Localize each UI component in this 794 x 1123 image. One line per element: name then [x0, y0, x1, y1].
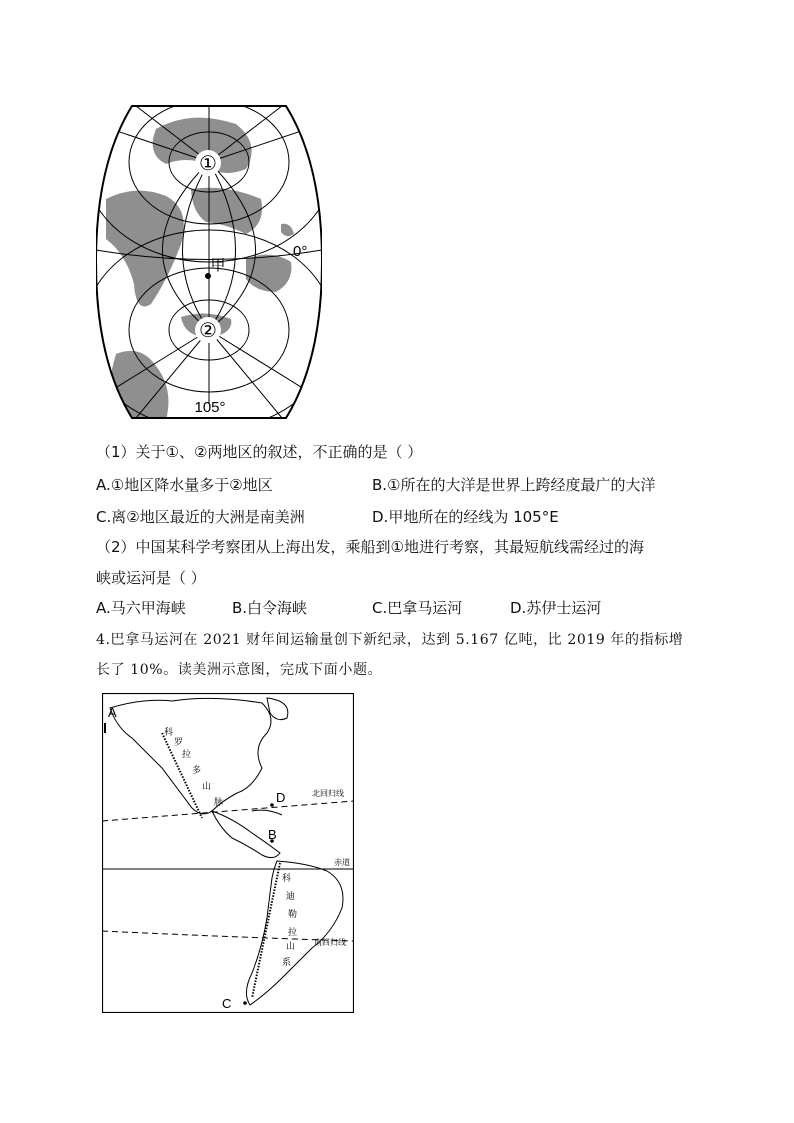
andes-char-5: 山 [286, 941, 296, 951]
map1-label-jia: 甲 [210, 257, 226, 274]
rocky-mountains-char-5: 山 [202, 781, 212, 791]
q2-stem-line1: （2）中国某科学考察团从上海出发，乘船到①地进行考察，其最短航线需经过的海 [96, 538, 644, 556]
map1-label-2: ② [199, 320, 217, 342]
map1-label-meridian: 105° [194, 399, 226, 416]
andes-char-4: 拉 [288, 927, 298, 937]
q4-intro-line2: 长了 10%。读美洲示意图，完成下面小题。 [96, 662, 383, 678]
rocky-mountains-char-3: 拉 [182, 749, 192, 759]
q4-intro-line1: 4.巴拿马运河在 2021 财年间运输量创下新纪录，达到 5.167 亿吨，比 2019 年的指标增 [96, 632, 684, 648]
rocky-mountains-char-1: 科 [164, 727, 174, 737]
map2-label-c: C [222, 996, 232, 1011]
map2-label-tropic-south: 南回归线 [314, 938, 346, 947]
polar-projection-map [96, 104, 322, 420]
andes-char-3: 勒 [288, 909, 298, 919]
q1-option-c: C.离②地区最近的大洲是南美洲 [96, 508, 305, 526]
andes-char-1: 科 [282, 873, 292, 883]
map2-label-equator: 赤道 [334, 858, 350, 867]
q1-option-b: B.①所在的大洋是世界上跨经度最广的大洋 [372, 476, 656, 494]
q2-option-b: B.白令海峡 [232, 599, 308, 617]
q2-stem-line2: 峡或运河是（ ） [96, 569, 206, 587]
map2-label-d: D [276, 790, 286, 805]
andes-char-2: 迪 [286, 891, 296, 901]
map2-label-a: A [108, 705, 117, 720]
map1-label-1: ① [199, 153, 217, 175]
americas-map [102, 693, 354, 1013]
q1-stem: （1）关于①、②两地区的叙述，不正确的是（ ） [96, 443, 423, 461]
andes-char-6: 系 [282, 957, 292, 967]
q2-option-d: D.苏伊士运河 [510, 599, 602, 617]
q2-option-c: C.巴拿马运河 [372, 599, 463, 617]
map1-label-equator: 0° [293, 243, 308, 260]
rocky-mountains-char-2: 罗 [174, 737, 184, 747]
q2-option-a: A.马六甲海峡 [96, 599, 186, 617]
map2-label-b: B [268, 827, 277, 842]
map2-label-tropic-north: 北回归线 [312, 789, 344, 798]
q1-option-a: A.①地区降水量多于②地区 [96, 476, 273, 494]
rocky-mountains-char-4: 多 [192, 765, 202, 775]
rocky-mountains-char-6: 脉 [214, 797, 224, 807]
q1-option-d: D.甲地所在的经线为 105°E [372, 508, 559, 526]
